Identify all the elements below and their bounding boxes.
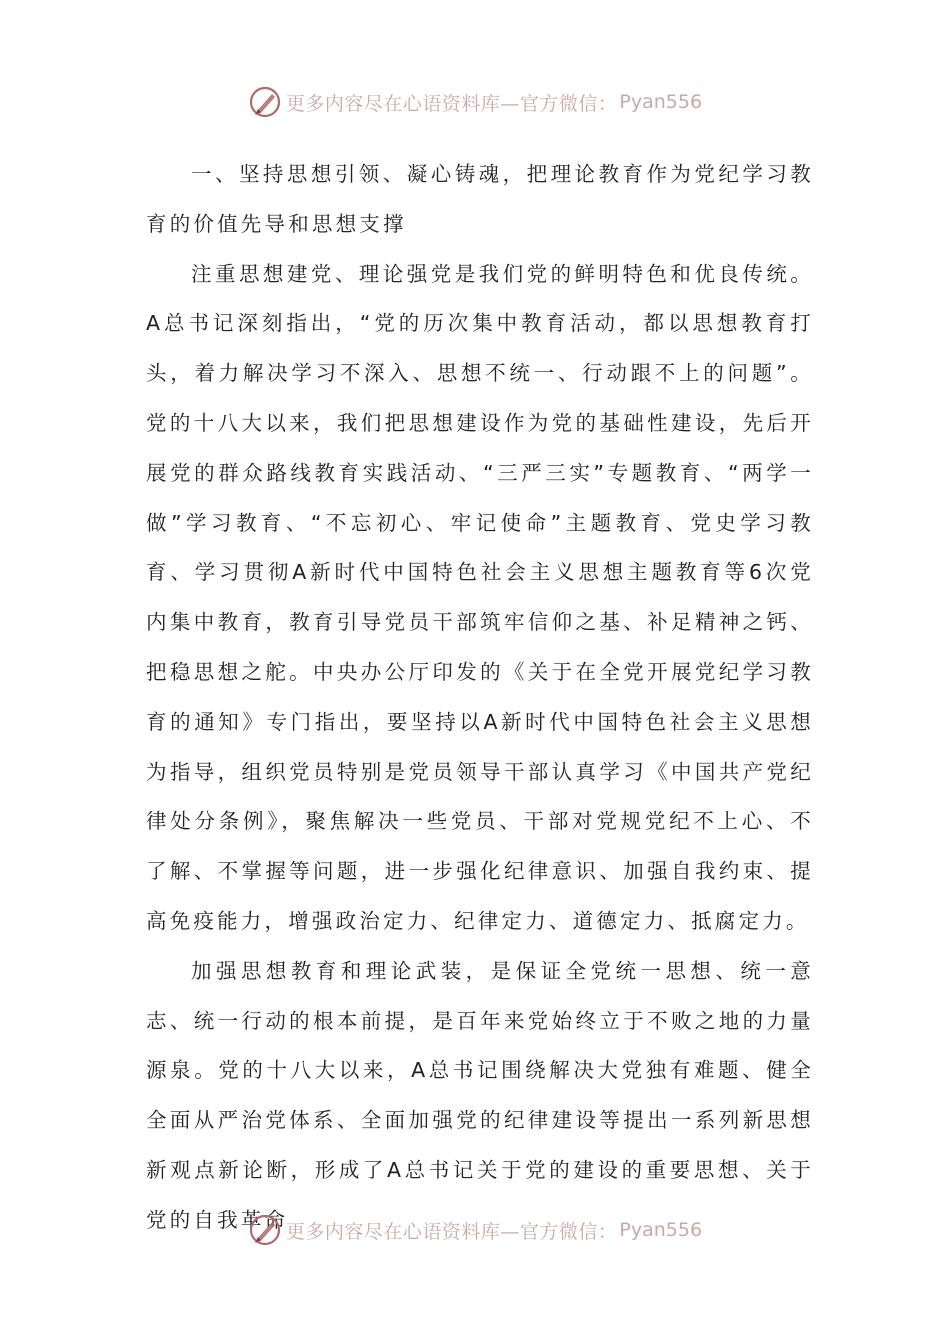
section-heading: 一、坚持思想引领、凝心铸魂，把理论教育作为党纪学习教育的价值先导和思想支撑 bbox=[146, 162, 814, 236]
document-body bbox=[146, 150, 814, 1246]
watermark-banner-top bbox=[0, 82, 950, 122]
body-paragraph: 注重思想建党、理论强党是我们党的鲜明特色和优良传统。A总书记深刻指出，“党的历次集中教育活动，都以思想教育打头，着力解决学习不深入、思想不统一、行动跟不上的问题”。党的十八大以来，我们把思想建设作为党的基础性建设，先后开展党的群众路线教育实践活动、“三严三实”专题教育、“两学一做”学习教育、“不忘初心、牢记使命”主题教育、党史学习教育、学习贯彻A新时代中国特色社会主义思想主题教育等6次党内集中教育，教育引导党员干部筑牢信仰之基、补足精神之钙、把稳思想之舵。中央办公厅印发的《关于在全党开展党纪学习教育的通知》专门指出，要坚持以A新时代中国特色社会主义思想为指导，组织党员特别是党员领导干部认真学习《中国共产党纪律处分条例》，聚焦解决一些党员、干部对党规党纪不上心、不了解、不掌握等问题，进一步强化纪律意识、加强自我约束、提高免疫能力，增强政治定力、纪律定力、道德定力、抵腐定力。 bbox=[146, 261, 814, 933]
body-paragraph: 加强思想教育和理论武装，是保证全党统一思想、统一意志、统一行动的根本前提，是百年来党始终立于不败之地的力量源泉。党的十八大以来，A总书记围绕解决大党独有难题、健全全面从严治党体系、全面加强党的纪律建设等提出一系列新思想新观点新论断，形成了A总书记关于党的建设的重要思想、关于党的自我革命 bbox=[146, 958, 814, 1232]
watermark-text: 更多内容尽在心语资料库—官方微信： bbox=[285, 92, 618, 115]
watermark-content bbox=[248, 85, 702, 119]
pen-logo-icon bbox=[248, 85, 282, 119]
pen-logo-icon bbox=[248, 1213, 282, 1247]
watermark-wechat-id: Pyan556 bbox=[619, 1219, 703, 1241]
watermark-text: 更多内容尽在心语资料库—官方微信： bbox=[285, 1220, 618, 1243]
watermark-wechat-id: Pyan556 bbox=[619, 91, 703, 113]
watermark-banner-bottom bbox=[0, 1210, 950, 1250]
watermark-content bbox=[248, 1213, 702, 1247]
